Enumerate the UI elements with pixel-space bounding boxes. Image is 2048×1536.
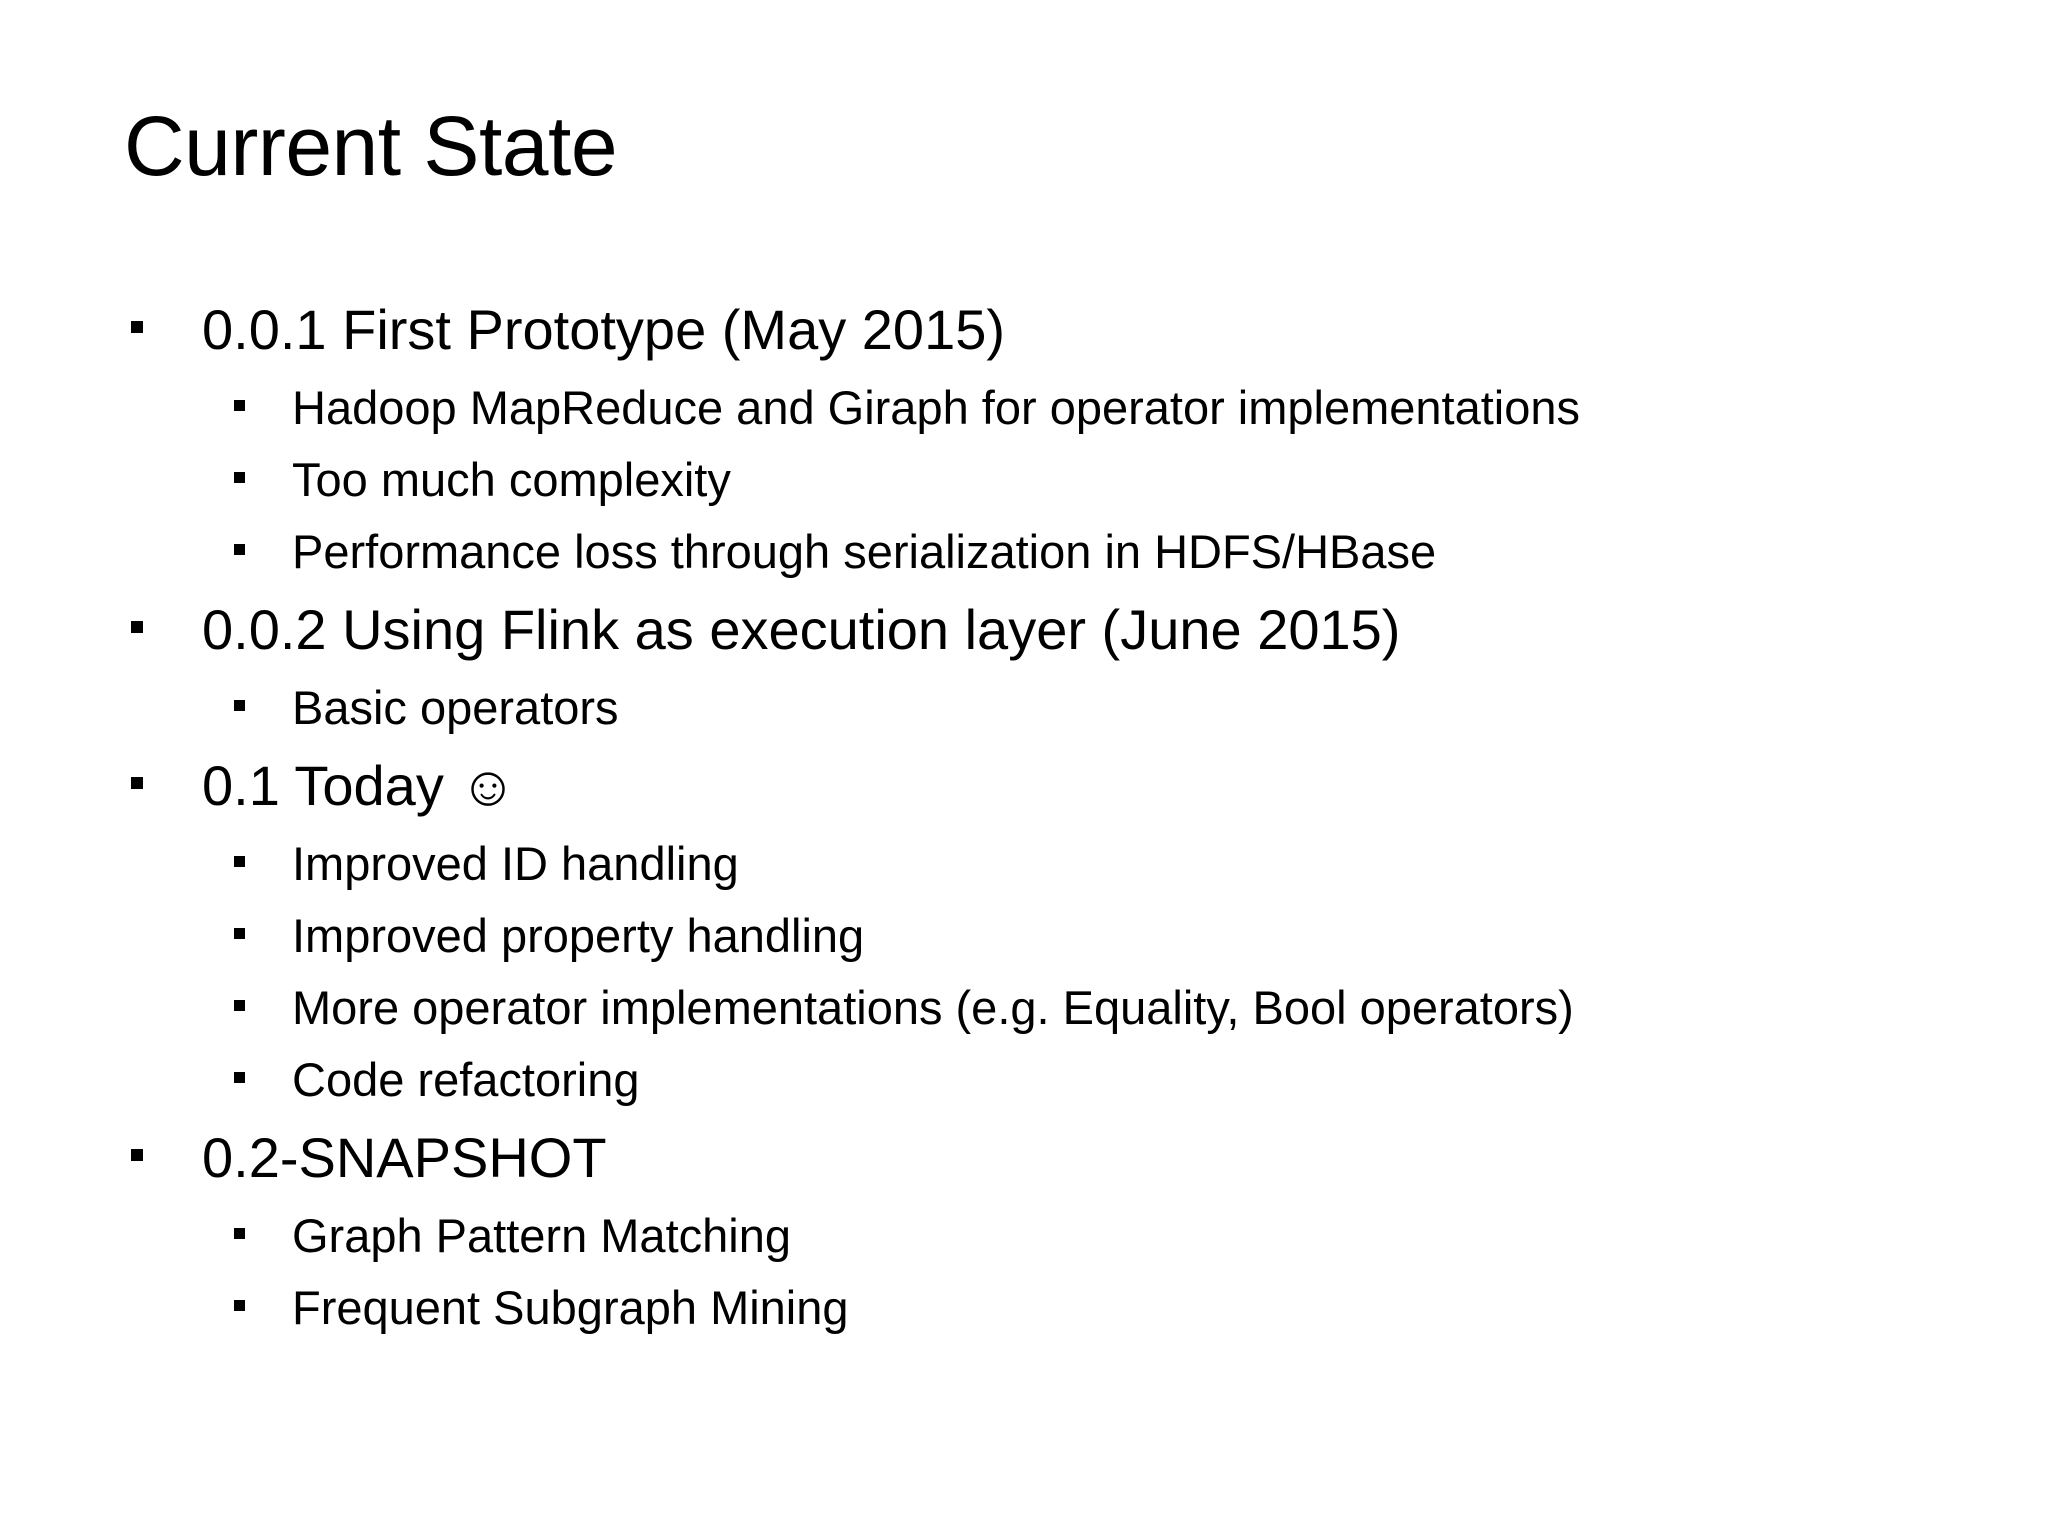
- sub-bullet-item-label: Improved property handling: [292, 909, 865, 962]
- square-bullet-icon: [234, 1300, 245, 1311]
- square-bullet-icon: [131, 1149, 143, 1161]
- square-bullet-icon: [234, 1000, 245, 1011]
- bullet-item-label: 0.0.1 First Prototype (May 2015): [202, 298, 1006, 361]
- square-bullet-icon: [234, 1072, 245, 1083]
- sub-bullet-item-label: Too much complexity: [292, 453, 731, 506]
- bullet-item-label: 0.2-SNAPSHOT: [202, 1126, 607, 1189]
- square-bullet-icon: [234, 700, 245, 711]
- square-bullet-icon: [234, 856, 245, 867]
- square-bullet-icon: [234, 928, 245, 939]
- sub-bullet-item-label: Performance loss through serialization in HDFS/HBase: [292, 525, 1437, 578]
- sub-bullet-item-label: Frequent Subgraph Mining: [292, 1281, 849, 1334]
- sub-bullet-item-label: Graph Pattern Matching: [292, 1209, 791, 1262]
- square-bullet-icon: [131, 777, 143, 789]
- sub-bullet-item-label: Code refactoring: [292, 1053, 640, 1106]
- square-bullet-icon: [234, 1228, 245, 1239]
- sub-bullet-item-label: Improved ID handling: [292, 837, 739, 890]
- bullet-item-label: 0.1 Today ☺: [202, 754, 517, 817]
- sub-bullet-item-label: Basic operators: [292, 681, 619, 734]
- square-bullet-icon: [131, 621, 143, 633]
- square-bullet-icon: [234, 544, 245, 555]
- sub-bullet-item-label: Hadoop MapReduce and Giraph for operator implementations: [292, 381, 1581, 434]
- square-bullet-icon: [234, 400, 245, 411]
- slide-title: Current State: [124, 99, 618, 193]
- square-bullet-icon: [234, 472, 245, 483]
- sub-bullet-item-label: More operator implementations (e.g. Equality, Bool operators): [292, 981, 1574, 1034]
- square-bullet-icon: [131, 321, 143, 333]
- bullet-item-label: 0.0.2 Using Flink as execution layer (June 2015): [202, 598, 1401, 661]
